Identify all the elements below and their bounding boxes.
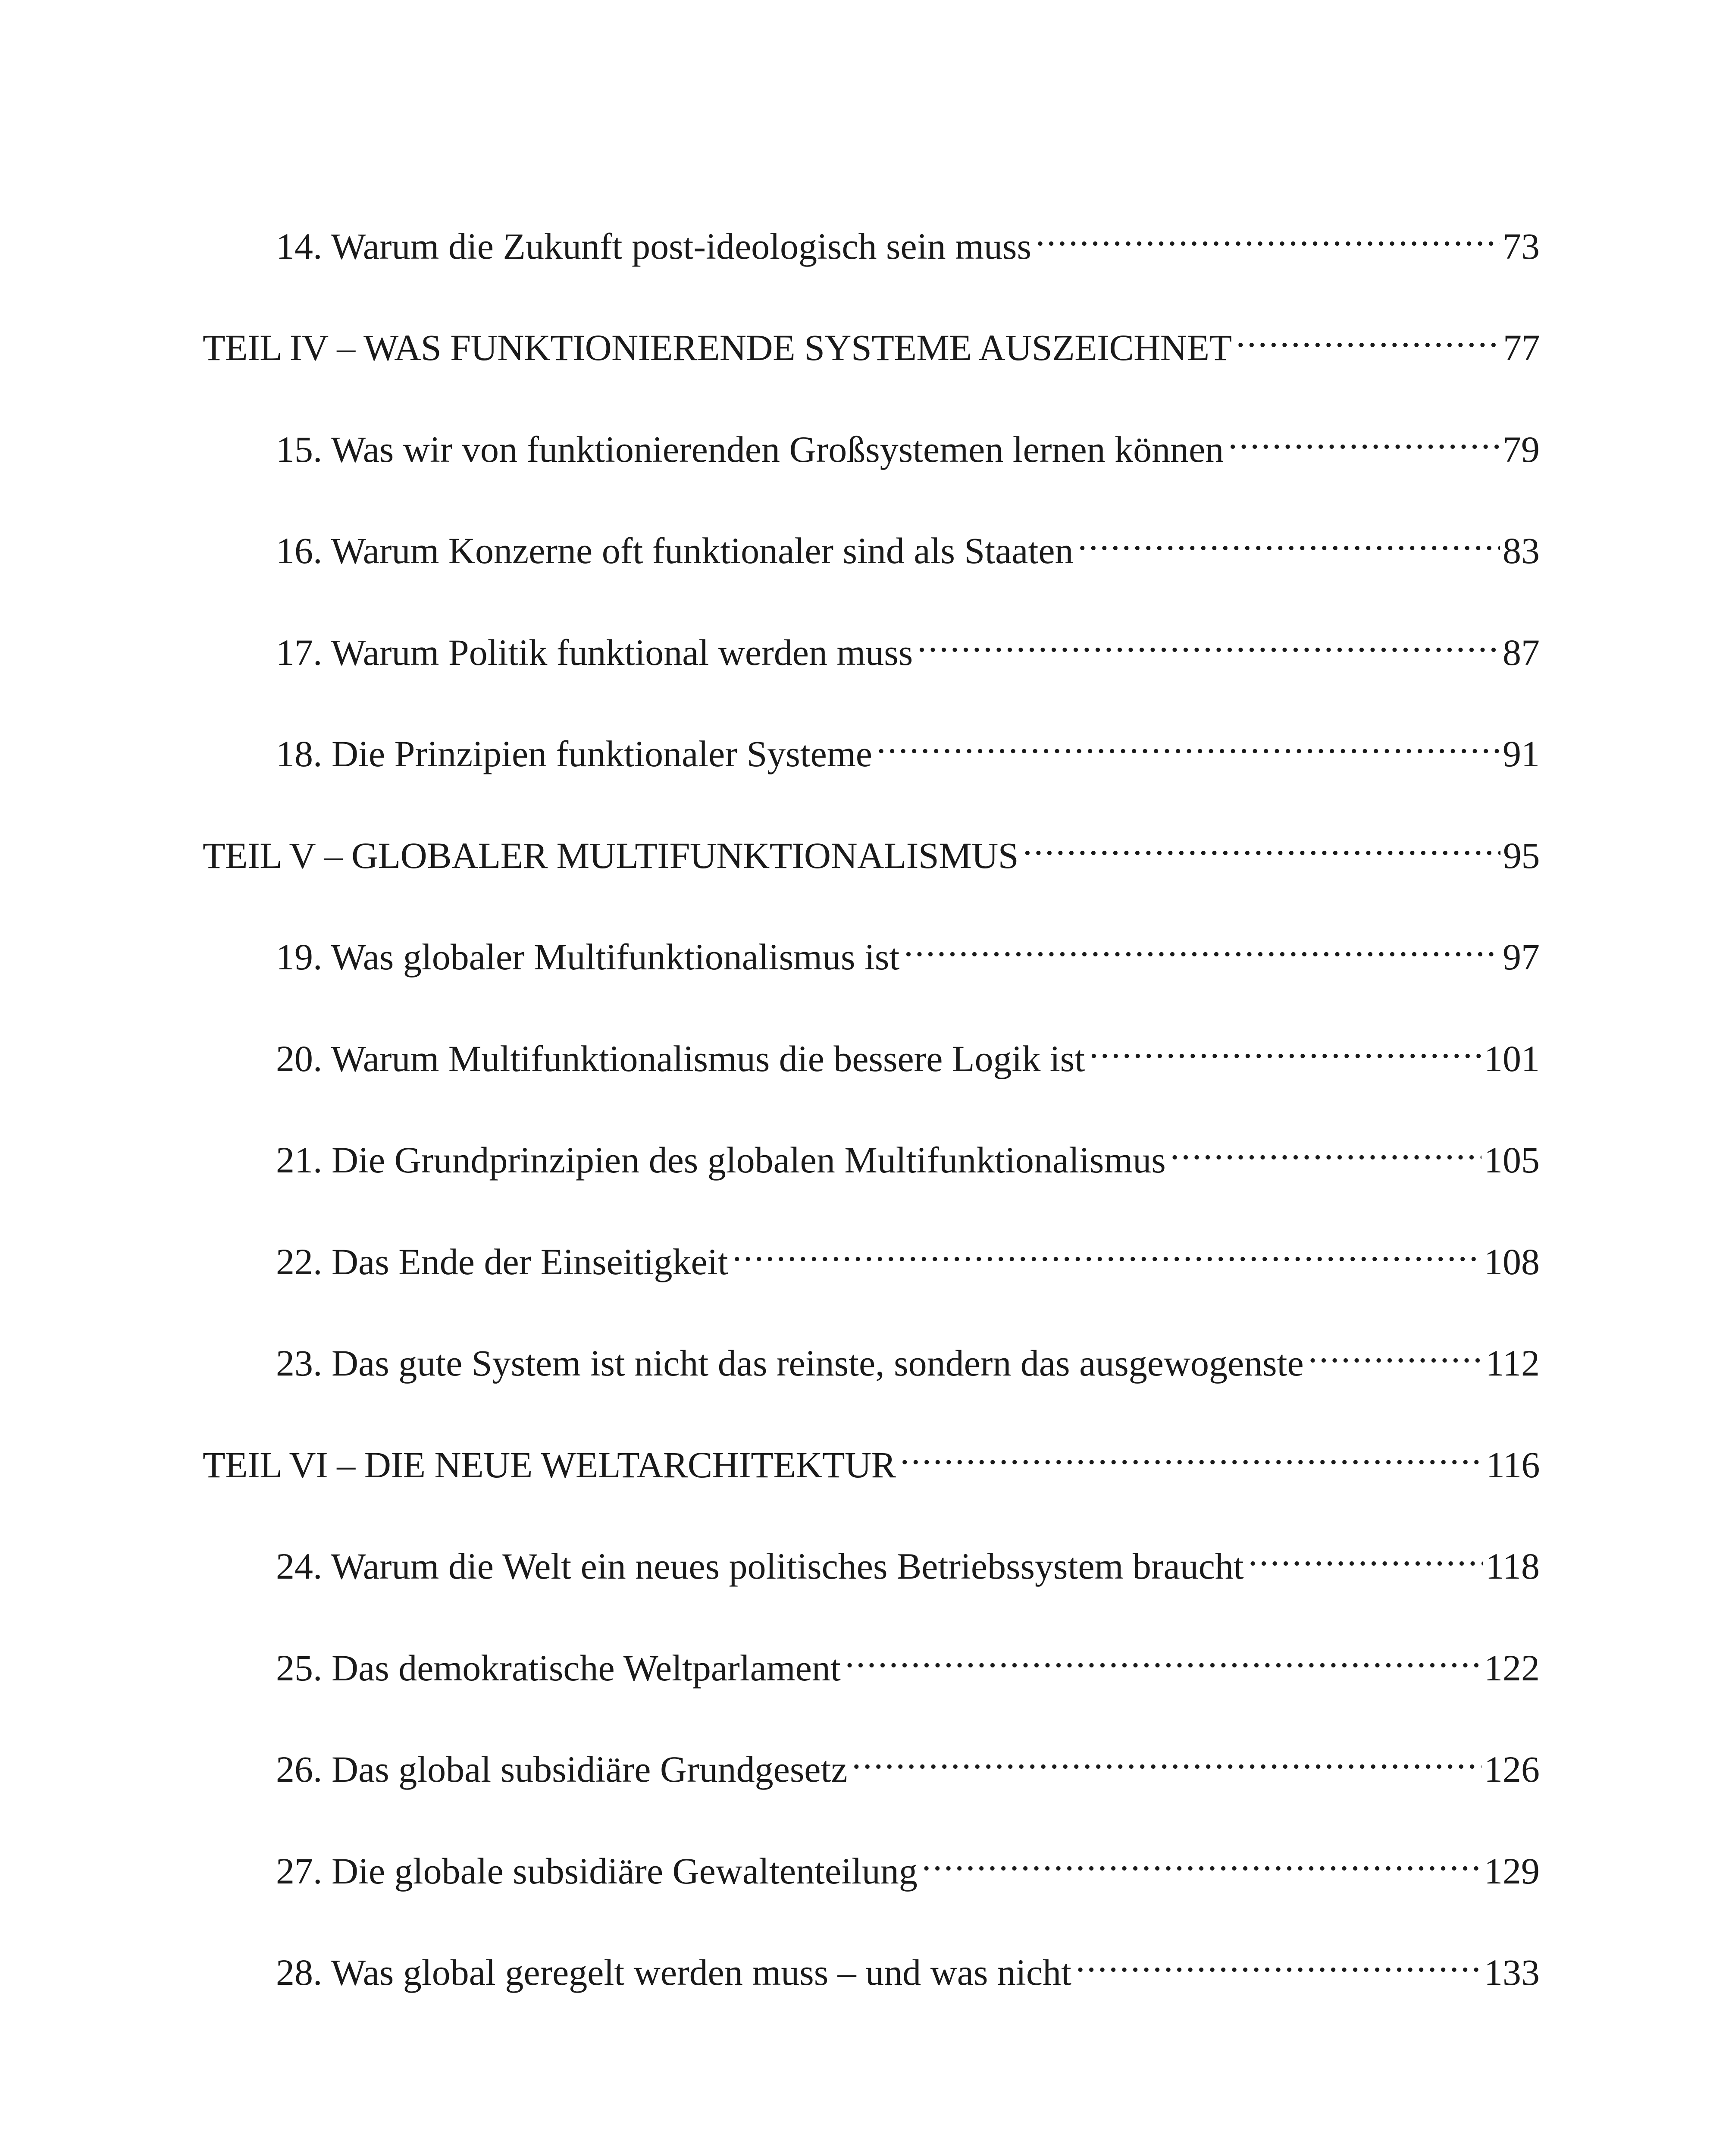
toc-entry-page: 133 [1484, 1952, 1540, 1993]
toc-entry-title: 23. Das gute System ist nicht das reinste, sondern das ausgewogenste [276, 1342, 1304, 1384]
toc-entry-page: 73 [1503, 226, 1540, 267]
toc-entry[interactable] [276, 1324, 1540, 1384]
toc-entry-title: 27. Die globale subsidiäre Gewaltenteilung [276, 1850, 918, 1892]
toc-dot-leader [877, 714, 1500, 766]
toc-dot-leader [1248, 1527, 1483, 1579]
toc-entry[interactable] [276, 1527, 1540, 1587]
toc-entry-title: 16. Warum Konzerne oft funktionaler sind als Staaten [276, 530, 1074, 571]
toc-entry-title: 15. Was wir von funktionierenden Großsystemen lernen können [276, 429, 1224, 470]
toc-dot-leader [900, 1426, 1483, 1477]
toc-entry-page: 112 [1485, 1342, 1540, 1384]
toc-entry-title: 14. Warum die Zukunft post-ideologisch sein muss [276, 226, 1031, 267]
toc-entry-title: 17. Warum Politik funktional werden muss [276, 632, 913, 673]
toc-dot-leader [917, 613, 1500, 665]
toc-entry[interactable] [276, 1222, 1540, 1282]
toc-entry[interactable] [276, 511, 1540, 571]
toc-entry-page: 122 [1484, 1647, 1540, 1689]
toc-entry-page: 97 [1503, 936, 1540, 978]
toc-entry-page: 129 [1484, 1850, 1540, 1892]
toc-entry-title: 21. Die Grundprinzipien des globalen Multifunktionalismus [276, 1139, 1166, 1181]
toc-entry-page: 95 [1503, 835, 1540, 876]
toc-dot-leader [1308, 1324, 1483, 1376]
toc-entry-title: 26. Das global subsidiäre Grundgesetz [276, 1749, 848, 1790]
toc-entry[interactable] [276, 1832, 1540, 1892]
toc-entry-page: 108 [1484, 1241, 1540, 1282]
toc-dot-leader [1228, 410, 1500, 462]
toc-entry-page: 77 [1503, 327, 1540, 368]
toc-dot-leader [922, 1832, 1481, 1883]
toc-entry-page: 118 [1485, 1545, 1540, 1587]
toc-entry-title: 24. Warum die Welt ein neues politisches Betriebssystem braucht [276, 1545, 1244, 1587]
toc-dot-leader [1170, 1121, 1481, 1172]
toc-dot-leader [1076, 1933, 1481, 1985]
toc-entry[interactable] [276, 410, 1540, 470]
toc-entry[interactable] [276, 1933, 1540, 1993]
toc-entry-title: TEIL VI – DIE NEUE WELTARCHITEKTUR [203, 1444, 896, 1485]
toc-entry-title: TEIL V – GLOBALER MULTIFUNKTIONALISMUS [203, 835, 1019, 876]
toc-dot-leader [732, 1222, 1481, 1274]
toc-entry-page: 101 [1484, 1038, 1540, 1079]
toc-entry-page: 91 [1503, 733, 1540, 774]
toc-entry[interactable] [276, 207, 1540, 267]
toc-entry-title: 25. Das demokratische Weltparlament [276, 1647, 841, 1689]
toc-entry-page: 126 [1484, 1749, 1540, 1790]
toc-entry[interactable] [276, 714, 1540, 774]
toc-entry-page: 105 [1484, 1139, 1540, 1181]
toc-dot-leader [1236, 308, 1500, 360]
toc-dot-leader [1036, 207, 1500, 259]
toc-entry-page: 83 [1503, 530, 1540, 571]
toc-part-heading[interactable] [203, 308, 1540, 368]
toc-part-heading[interactable] [203, 1426, 1540, 1485]
toc-entry-title: 20. Warum Multifunktionalismus die bessere Logik ist [276, 1038, 1085, 1079]
toc-entry-page: 87 [1503, 632, 1540, 673]
toc-dot-leader [1078, 511, 1500, 563]
toc-part-heading[interactable] [203, 816, 1540, 876]
toc-entry[interactable] [276, 1629, 1540, 1689]
toc-entry-title: TEIL IV – WAS FUNKTIONIERENDE SYSTEME AUSZEICHNET [203, 327, 1232, 368]
toc-dot-leader [845, 1629, 1481, 1680]
toc-dot-leader [1023, 816, 1500, 868]
toc-dot-leader [1089, 1019, 1481, 1071]
toc-entry[interactable] [276, 1019, 1540, 1079]
toc-entry[interactable] [276, 613, 1540, 673]
toc-entry-page: 79 [1503, 429, 1540, 470]
toc-entry-title: 18. Die Prinzipien funktionaler Systeme [276, 733, 872, 774]
toc-entry[interactable] [276, 918, 1540, 978]
toc-entry-title: 28. Was global geregelt werden muss – und was nicht [276, 1952, 1071, 1993]
toc-entry-page: 116 [1486, 1444, 1540, 1485]
toc-entry[interactable] [276, 1730, 1540, 1790]
toc-entry[interactable] [276, 1121, 1540, 1181]
toc-dot-leader [852, 1730, 1481, 1782]
toc-dot-leader [904, 918, 1500, 969]
toc-entry-title: 19. Was globaler Multifunktionalismus ist [276, 936, 900, 978]
toc-entry-title: 22. Das Ende der Einseitigkeit [276, 1241, 728, 1282]
